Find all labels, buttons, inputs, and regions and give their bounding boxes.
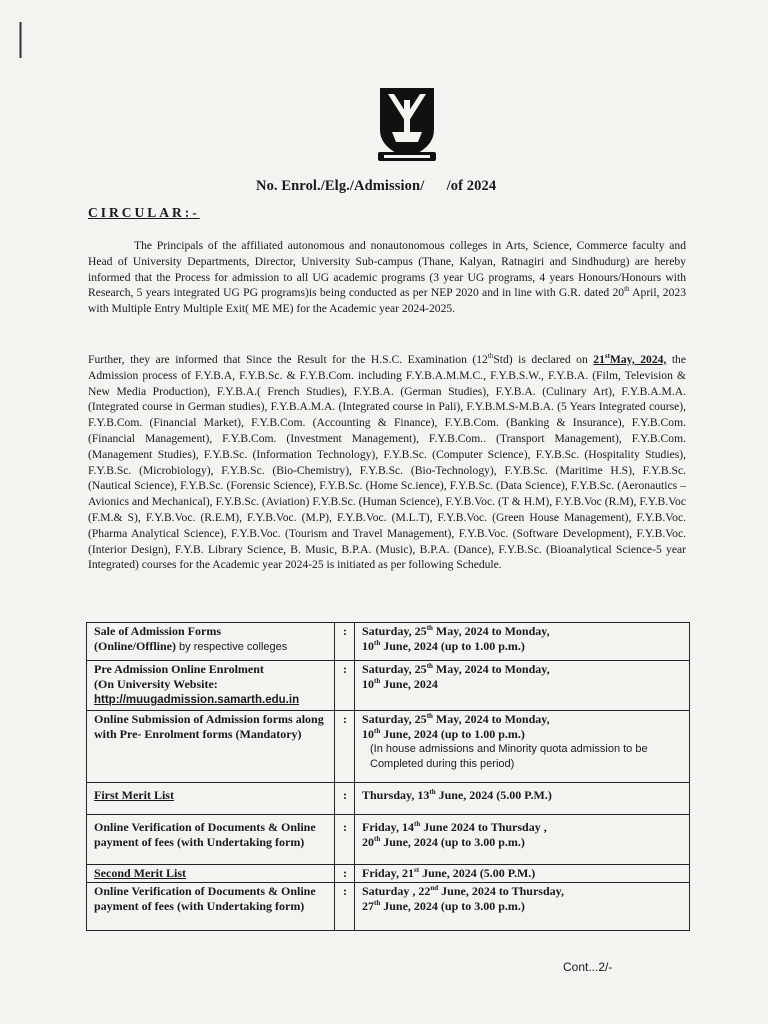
activity-line: Pre Admission Online Enrolment <box>94 662 264 676</box>
date-text: Saturday, 25 <box>362 662 427 676</box>
university-website-link[interactable]: http://muugadmission.samarth.edu.in <box>94 694 300 706</box>
date-sup: th <box>429 788 436 796</box>
date-text: Saturday , 22 <box>362 884 431 898</box>
activity-cell: Online Verification of Documents & Online payment of fees (with Undertaking form) <box>87 883 335 931</box>
date-cell <box>355 865 690 883</box>
date-sup: st <box>414 866 420 874</box>
activity-line: (On University Website: <box>94 677 218 691</box>
date-text: May, 2024 to Monday, <box>432 662 550 676</box>
date-text: Friday, 21 <box>362 866 415 880</box>
date-text: June, 2024 <box>380 677 438 691</box>
date-text: 10 <box>362 727 374 741</box>
activity-line: Sale of Admission Forms <box>94 624 222 638</box>
date-text: 20 <box>362 835 374 849</box>
courses-paragraph <box>88 352 686 573</box>
margin-mark <box>19 22 22 58</box>
activity-line: (Online/Offline) <box>94 639 176 653</box>
activity-cell <box>87 783 335 815</box>
date-sup: th <box>426 662 433 670</box>
separator-cell: : <box>335 623 355 661</box>
date-cell <box>355 883 690 931</box>
result-date-day: 21 <box>593 353 605 366</box>
activity-cell: Online Verification of Documents & Online payment of fees (with Undertaking form) <box>87 815 335 865</box>
courses-body: the Admission process of F.Y.B.A, F.Y.B.Sc. & F.Y.B.Com. including F.Y.B.A.M.M.C., F.Y.B.S.W., F.Y.B.A. (Film, Television & New Media Production), F.Y.B.A.( French Studies), F.Y.B.A. (German Studies), F.Y.B.A. (Culinary Art), F.Y.B.A.M.A. (Integrated course in German studies), F.Y.B.A.M.A. (Integrated course in Pali), F.Y.B.M.S-M.B.A. (5 Years Integrated course), F.Y.B.Com. (Financial Market), F.Y.B.Com. (Accounting & Finance), F.Y.B.Com. (Banking & Insurance), F.Y.B.Com. (Financial Management), F.Y.B.Com. (Investment Management), F.Y.B.Com.. (Transport Management), F.Y.B.Com. (Management Studies), F.Y.B.Sc. (Information Technology), F.Y.B.Sc. (Computer Science), F.Y.B.Sc. (Hospitality Studies), F.Y.B.Sc. (Microbiology), F.Y.B.Sc. (Bio-Chemistry), F.Y.B.Sc. (Bio-Technology), F.Y.B.Sc. (Maritime H.S), F.Y.B.Sc. (Nautical Science), F.Y.B.Sc. (Forensic Science), F.Y.B.Sc. (Home Sc.ience), F.Y.B.Sc. (Data Science), F.Y.B.Sc. (Aeronautics – Avionics and Mechanical), F.Y.B.Sc. (Aviation) F.Y.B.Sc. (Human Science), F.Y.B.Voc. (T & H.M), F.Y.B.Voc (R.M), F.Y.B.Voc (F.M.& S), F.Y.B.Voc. (R.E.M), F.Y.B.Voc. (M.P), F.Y.B.Voc. (M.L.T), F.Y.B.Voc. (Green House Management), F.Y.B.Voc. (Pharma Analytical Science), F.Y.B.Voc. (Tourism and Travel Management), F.Y.B.Voc. (Software Development), F.Y.B.Voc. (Interior Design), F.Y.B. Library Science, B. Music, B.P.A. (Music), B.P.A. (Dance), F.Y.B.Sc. (Bioanalytical Science-5 year Integrated) courses for the Academic year 2024-25 is initiated as per following Schedule. <box>88 353 686 572</box>
table-row <box>87 883 690 931</box>
date-text: Thursday, 13 <box>362 788 430 802</box>
activity-cell: Online Submission of Admission forms along with Pre- Enrolment forms (Mandatory) <box>87 711 335 783</box>
date-text: May, 2024 to Monday, <box>432 712 550 726</box>
activity-note: by respective colleges <box>176 641 288 653</box>
date-text: Saturday, 25 <box>362 712 427 726</box>
date-sup: th <box>374 727 381 735</box>
date-sup: th <box>426 712 433 720</box>
result-date-sup: st <box>604 352 610 361</box>
date-sup: th <box>374 899 381 907</box>
date-text: Friday, 14 <box>362 820 415 834</box>
intro-text: The Principals of the affiliated autonomous and nonautonomous colleges in Arts, Science, Commerce faculty and Head of University Departments, Director, University Sub-campus (Thane, Kalyan, Ratnagiri and Sindhudurg) are hereby informed that the Process for admission to all UG academic programs (3 year UG programs, 4 years Honours/Honours with Research, 5 years integrated UG PG programs)is being conducted as per NEP 2020 and in line with G.R. dated 20 <box>88 239 686 300</box>
activity-cell <box>87 661 335 711</box>
table-row <box>87 815 690 865</box>
table-row <box>87 783 690 815</box>
courses-lead: Further, they are informed that Since the Result for the H.S.C. Examination (12 <box>88 353 488 366</box>
date-text: June, 2024 (up to 3.00 p.m.) <box>380 835 525 849</box>
date-text: 27 <box>362 899 374 913</box>
courses-lead-mid: Std) is declared on <box>493 353 594 366</box>
date-text: June 2024 to Thursday , <box>420 820 547 834</box>
separator-cell: : <box>335 661 355 711</box>
activity-line: First Merit List <box>94 788 174 802</box>
admission-schedule-table <box>86 622 690 931</box>
table-row <box>87 711 690 783</box>
date-sup: th <box>426 624 433 632</box>
date-cell <box>355 783 690 815</box>
university-emblem <box>374 84 440 164</box>
date-text: June, 2024 (up to 1.00 p.m.) <box>380 727 525 741</box>
table-row <box>87 661 690 711</box>
result-date-month: May, 2024, <box>609 353 667 366</box>
date-cell <box>355 711 690 783</box>
intro-paragraph <box>88 238 686 317</box>
date-text: 10 <box>362 639 374 653</box>
result-date <box>593 353 666 366</box>
separator-cell: : <box>335 783 355 815</box>
date-text: June, 2024 (5.00 P.M.) <box>419 866 536 880</box>
courses-lead-sup: th <box>487 352 494 361</box>
date-sup: th <box>374 835 381 843</box>
intro-sup: th <box>624 285 630 294</box>
date-text: June, 2024 (5.00 P.M.) <box>435 788 552 802</box>
date-cell <box>355 623 690 661</box>
continuation-note: Cont...2/- <box>563 960 613 974</box>
date-sup: nd <box>430 884 439 892</box>
date-sup: th <box>374 677 381 685</box>
date-text: June, 2024 (up to 1.00 p.m.) <box>380 639 525 653</box>
separator-cell: : <box>335 883 355 931</box>
reference-number: No. Enrol./Elg./Admission/ /of 2024 <box>256 178 497 194</box>
date-text: June, 2024 to Thursday, <box>438 884 564 898</box>
circular-heading: CIRCULAR:- <box>88 205 200 220</box>
date-sup: th <box>414 820 421 828</box>
date-text: Saturday, 25 <box>362 624 427 638</box>
activity-cell <box>87 623 335 661</box>
date-sup: th <box>374 639 381 647</box>
table-row <box>87 623 690 661</box>
date-text: June, 2024 (up to 3.00 p.m.) <box>380 899 525 913</box>
separator-cell: : <box>335 865 355 883</box>
date-cell <box>355 661 690 711</box>
date-text: 10 <box>362 677 374 691</box>
date-note: (In house admissions and Minority quota admission to be Completed during this period) <box>370 743 648 770</box>
date-cell <box>355 815 690 865</box>
activity-cell <box>87 865 335 883</box>
separator-cell: : <box>335 711 355 783</box>
table-row <box>87 865 690 883</box>
date-text: May, 2024 to Monday, <box>432 624 550 638</box>
separator-cell: : <box>335 815 355 865</box>
activity-line: Second Merit List <box>94 866 186 880</box>
intro-tail: April, 2023 with Multiple Entry Multiple Exit( ME ME) for the Academic year 2024-2025. <box>88 286 686 316</box>
